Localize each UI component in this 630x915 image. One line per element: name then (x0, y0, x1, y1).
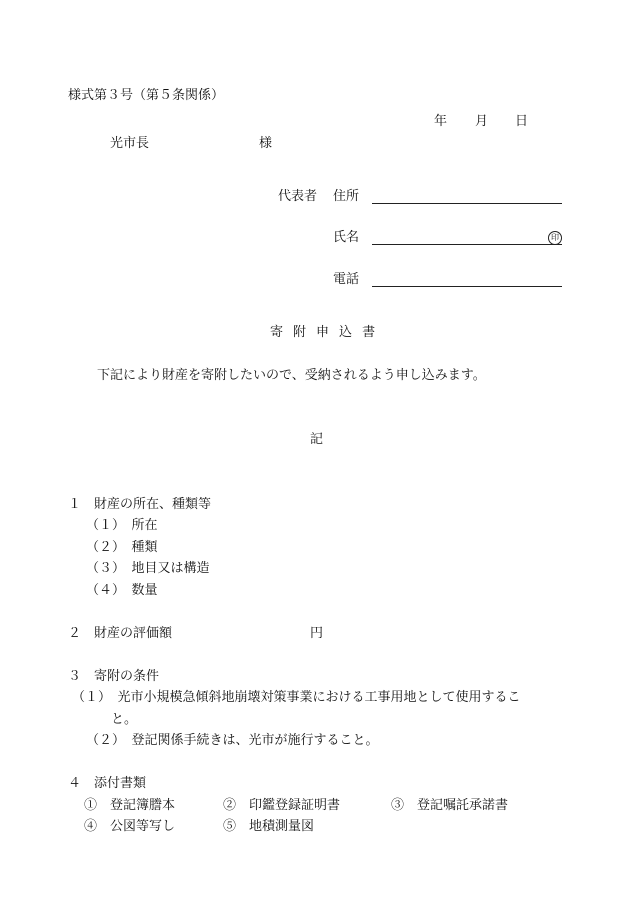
form-number: 様式第３号（第５条関係） (68, 88, 225, 103)
doc-registry-copy: ① 登記簿謄本 (84, 798, 176, 813)
section1-item-location: （１） 所在 (86, 518, 158, 533)
addressee-name: 光市長 (110, 136, 150, 151)
address-line (372, 203, 562, 204)
section1-item-structure: （３） 地目又は構造 (86, 561, 210, 576)
section2-heading: ２ 財産の評価額 (68, 626, 173, 641)
section3-item1-line1: （１） 光市小規模急傾斜地崩壊対策事業における工事用地として使用するこ (72, 690, 521, 705)
section2-unit: 円 (310, 626, 324, 641)
date-year-label: 年 (434, 114, 448, 129)
section3-item2: （２） 登記関係手続きは、光市が施行すること。 (86, 733, 379, 748)
title-char: 附 (293, 325, 307, 340)
section3-item1-line2: と。 (111, 712, 138, 727)
name-label: 氏名 (333, 230, 360, 245)
title-char: 申 (316, 325, 330, 340)
date-day-label: 日 (515, 114, 529, 129)
section3-heading: ３ 寄附の条件 (68, 669, 160, 684)
date-month-label: 月 (475, 114, 489, 129)
intro-text: 下記により財産を寄附したいので、受納されるよう申し込みます。 (97, 368, 486, 383)
section4-heading: ４ 添付書類 (68, 776, 147, 791)
title-char: 寄 (270, 325, 284, 340)
address-label: 住所 (333, 189, 360, 204)
doc-cadastral-map: ④ 公図等写し (84, 819, 176, 834)
doc-registration-consent: ③ 登記嘱託承諾書 (391, 798, 509, 813)
section1-item-type: （２） 種類 (86, 540, 158, 555)
title-char: 込 (339, 325, 353, 340)
section1-item-quantity: （４） 数量 (86, 583, 158, 598)
phone-label: 電話 (333, 272, 360, 287)
doc-seal-certificate: ② 印鑑登録証明書 (223, 798, 341, 813)
seal-mark: 印 (548, 231, 562, 245)
title-char: 書 (362, 325, 376, 340)
name-line (372, 244, 562, 245)
document-title (270, 324, 375, 342)
section1-heading: １ 財産の所在、種類等 (68, 497, 212, 512)
addressee-honorific: 様 (259, 136, 273, 151)
doc-survey-map: ⑤ 地積測量図 (223, 819, 315, 834)
ki-label: 記 (310, 432, 324, 447)
applicant-role: 代表者 (278, 189, 318, 204)
phone-line (372, 286, 562, 287)
